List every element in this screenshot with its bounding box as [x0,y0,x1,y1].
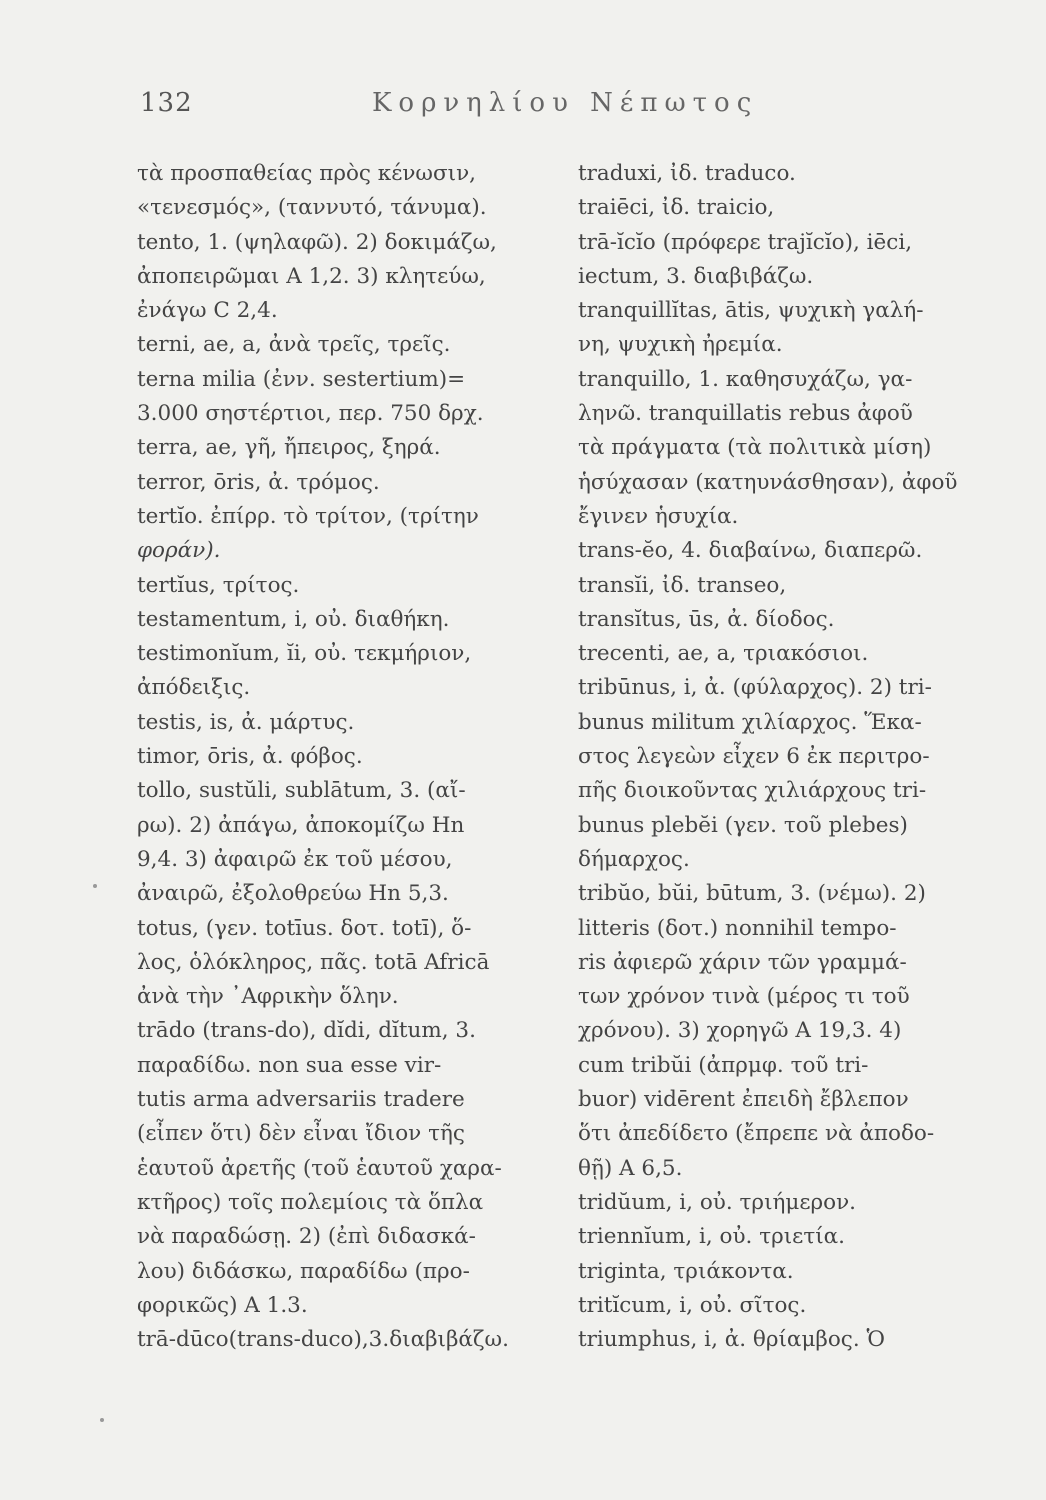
entry-line: ἀποπειρῶμαι Α 1,2. 3) κλητεύω, [137,263,486,289]
entry-line: trā-ĭcĭo (πρόφερε trajĭcĭo), iēci, [578,229,913,255]
page-number: 132 [140,88,193,118]
entry-line: φοράν). [137,538,221,564]
entry-line: στος λεγεὼν εἶχεν 6 ἐκ περιτρο- [578,744,930,770]
entry-line: litteris (δοτ.) nonnihil tempo- [578,915,897,941]
entry-line: transĭtus, ūs, ἀ. δίοδος. [578,606,835,632]
entry-line: 3.000 σηστέρτιοι, περ. 750 δρχ. [137,401,484,427]
entry-line: testis, is, ἀ. μάρτυς. [137,709,355,735]
entry-line: trecenti, ae, a, τριακόσιοι. [578,641,869,667]
entry-line: ἀπόδειξις. [137,675,251,701]
entry-line: tollo, sustŭli, sublātum, 3. (αἴ- [137,778,466,804]
entry-line: ληνῶ. tranquillatis rebus ἀφοῦ [578,401,913,427]
entry-line: terror, ōris, ἀ. τρόμος. [137,469,380,495]
entry-line: πῆς διοικοῦντας χιλιάρχους tri- [578,778,927,804]
entry-line: ἐνάγω C 2,4. [137,298,278,324]
entry-line: χρόνου). 3) χορηγῶ Α 19,3. 4) [578,1018,902,1044]
entry-line: φορικῶς) Α 1.3. [137,1292,308,1318]
entry-line: terna milia (ἐνν. sestertium)= [137,366,466,392]
entry-line: traiēci, ἰδ. traicio, [578,195,775,221]
entry-line: ὅτι ἀπεδίδετο (ἔπρεπε νὰ ἀποδο- [578,1121,935,1147]
entry-line: tertĭus, τρίτος. [137,572,300,598]
page-header [140,88,980,128]
entry-line: tribŭo, bŭi, būtum, 3. (νέμω). 2) [578,881,926,907]
entry-line: tutis arma adversariis tradere [137,1087,465,1113]
entry-line: 9,4. 3) ἀφαιρῶ ἐκ τοῦ μέσου, [137,846,453,872]
scan-speck [100,1418,104,1422]
entry-line: παραδίδω. non sua esse vir- [137,1052,442,1078]
entry-line: κτῆρος) τοῖς πολεμίοις τὰ ὅπλα [137,1189,484,1215]
entry-line: λος, ὁλόκληρος, πᾶς. totā Africā [137,949,490,975]
entry-line: τὰ πράγματα (τὰ πολιτικὰ μίση) [578,435,932,461]
entry-line: tridŭum, i, οὐ. τριήμερον. [578,1189,856,1215]
entry-line: ρω). 2) ἀπάγω, ἀποκομίζω Hn [137,812,465,838]
entry-line: tertĭo. ἐπίρρ. τὸ τρίτον, (τρίτην [137,503,479,529]
entry-line: ἀναιρῶ, ἐξολοθρεύω Hn 5,3. [137,881,449,907]
entry-line: totus, (γεν. totīus. δοτ. totī), ὅ- [137,915,472,941]
entry-line: ἡσύχασαν (κατηυνάσθησαν), ἀφοῦ [578,469,958,495]
entry-line: λου) διδάσκω, παραδίδω (προ- [137,1258,470,1284]
entry-line: bunus plebĕi (γεν. τοῦ plebes) [578,812,908,838]
left-column [137,157,552,1357]
entry-line: ἀνὰ τὴν ᾿Αφρικὴν ὅλην. [137,984,399,1010]
entry-line: tranquillo, 1. καθησυχάζω, γα- [578,366,913,392]
entry-line: transĭi, ἰδ. transeo, [578,572,787,598]
entry-line: testamentum, i, οὐ. διαθήκη. [137,606,450,632]
right-column [578,157,990,1357]
entry-line: τὰ προσπαθείας πρὸς κένωσιν, [137,161,476,186]
entry-line: ἑαυτοῦ ἀρετῆς (τοῦ ἑαυτοῦ χαρα- [137,1155,502,1181]
entry-line: iectum, 3. διαβιβάζω. [578,263,814,289]
entry-line: θῇ) Α 6,5. [578,1155,683,1181]
entry-line: tritĭcum, i, οὐ. σῖτος. [578,1292,807,1318]
entry-line: testimonĭum, ĭi, οὐ. τεκμήριον, [137,641,472,667]
scan-speck [93,884,97,888]
running-title: Κορνηλίου Νέπωτος [372,88,759,118]
entry-line: trā-dūco(trans-duco),3.διαβιβάζω. [137,1327,509,1353]
entry-line: timor, ōris, ἀ. φόβος. [137,744,363,770]
entry-line: tribūnus, i, ἀ. (φύλαρχος). 2) tri- [578,675,932,701]
entry-line: triumphus, i, ἀ. θρίαμβος. Ὁ [578,1327,885,1353]
entry-line: terra, ae, γῆ, ἤπειρος, ξηρά. [137,435,441,461]
entry-line: ἔγινεν ἡσυχία. [578,503,739,529]
entry-line: tento, 1. (ψηλαφῶ). 2) δοκιμάζω, [137,229,497,255]
entry-line: ris ἀφιερῶ χάριν τῶν γραμμά- [578,949,907,975]
entry-line: νη, ψυχικὴ ἠρεμία. [578,332,783,358]
entry-line: traduxi, ἰδ. traduco. [578,161,796,186]
entry-line: «τενεσμός», (ταννυτό, τάνυμα). [137,195,487,221]
entry-line: trans-ĕo, 4. διαβαίνω, διαπερῶ. [578,538,923,564]
entry-line: δήμαρχος. [578,846,690,872]
entry-line: bunus militum χιλίαρχος. Ἕκα- [578,709,922,735]
entry-line: νὰ παραδώσῃ. 2) (ἐπὶ διδασκά- [137,1224,476,1250]
entry-line: terni, ae, a, ἀνὰ τρεῖς, τρεῖς. [137,332,451,358]
entry-line: των χρόνον τινὰ (μέρος τι τοῦ [578,984,910,1010]
entry-line: triennĭum, i, οὐ. τριετία. [578,1224,845,1250]
entry-line: (εἶπεν ὅτι) δὲν εἶναι ἴδιον τῆς [137,1121,465,1147]
entry-line: buor) vidērent ἐπειδὴ ἔβλεπον [578,1087,909,1113]
entry-line: trādo (trans-do), dĭdi, dĭtum, 3. [137,1018,476,1044]
entry-line: tranquillĭtas, ātis, ψυχικὴ γαλή- [578,298,924,324]
entry-line: cum tribŭi (ἀπρμφ. τοῦ tri- [578,1052,869,1078]
entry-line: triginta, τριάκοντα. [578,1258,794,1284]
